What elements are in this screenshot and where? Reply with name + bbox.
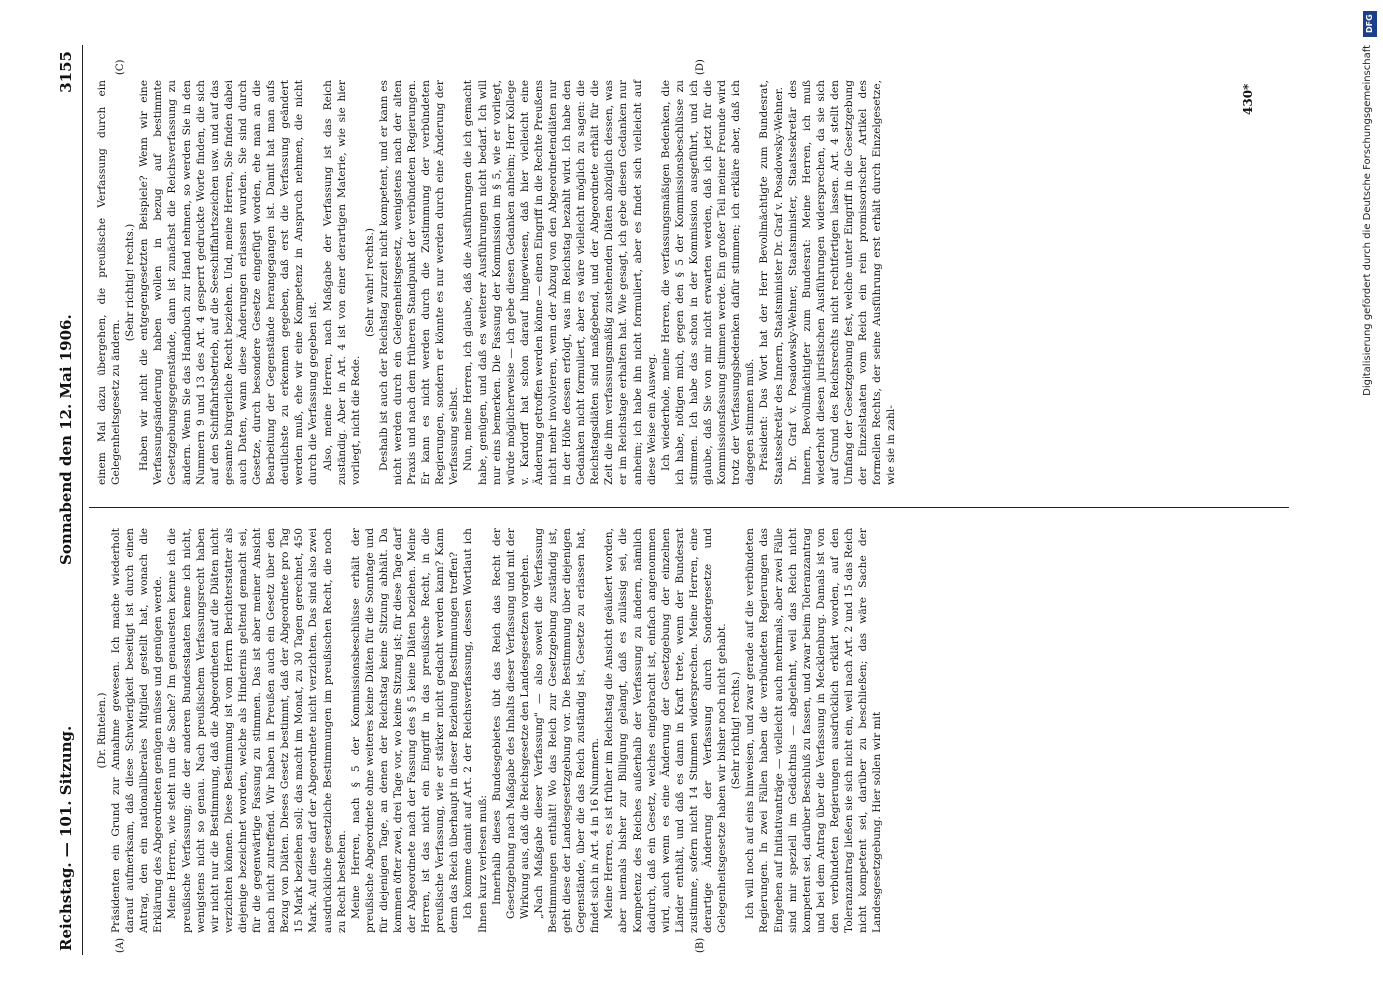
signature-mark: 430* bbox=[1241, 83, 1255, 115]
margin-letter-c: (C) bbox=[115, 59, 126, 75]
margin-letter-a: (A) bbox=[115, 937, 126, 953]
rotated-page bbox=[55, 45, 1295, 955]
speaker-reference: (Dr. Rintelen.) bbox=[96, 692, 108, 769]
paragraph: Präsidenten ein Grund zur Annahme gewesen. Ich mache wiederholt darauf aufmerksam, daß diese Schwierigkeit beseitigt ist durch einen Antrag, den ein nationalliberales Mitglied gestellt hat, wonach die Erklärung des Abgeordneten genügen müsse und genügen werde. bbox=[110, 528, 165, 933]
paragraph: Ich wiederhole, meine Herren, die verfassungsmäßigen Bedenken, die ich habe, nötigen mich, gegen den § 5 der Kommissionsbeschlüsse zu stimmen. Ich habe das schon in der Kommission ausgeführt, und ich glaube, daß Sie von mir nicht erwarten werden, daß ich jetzt für die Kommissionsfassung stimmen werde. Ein großer Teil meiner Freunde wird trotz der Verfassungsbedenken dafür stimmen; ich erkläre aber, daß ich dagegen stimmen muß. bbox=[659, 80, 757, 485]
paragraph: Meine Herren, nach § 5 der Kommissionsbeschlüsse erhält der preußische Abgeordnete ohne weiteres keine Diäten für die Sonntage und für diejenigen Tage, an denen der Reichstag keine Sitzung abhält. Da kommen öfter zwei, drei Tage vor, wo keine Sitzung ist; für diese Tage darf der Abgeordnete nach der Fassung des § 5 keine Diäten beziehen. Meine Herren, ist das nicht ein Eingriff in das preußische Recht, in die preußische Verfassung, wie er stärker nicht gedacht werden kann? Kann denn das Reich überhaupt in dieser Beziehung Bestimmungen treffen? bbox=[349, 528, 461, 933]
paragraph: Deshalb ist auch der Reichstag zurzeit nicht kompetent, und er kann es nicht werden durch ein Gelegenheitsgesetz, wenigstens nach der alten Praxis und nach dem früheren Standpunkt der verbündeten Regierungen. Er kann es nicht werden durch die Zustimmung der verbündeten Regierungen, sondern er könnte es nur werden durch eine Änderung der Verfassung selbst. bbox=[377, 80, 461, 485]
paragraph: Meine Herren, es ist früher im Reichstag die Ansicht geäußert worden, aber niemals bisher zur Billigung gelangt, daß es zulässig sei, die Kompetenz des Reiches außerhalb der Verfassung zu ändern, nämlich dadurch, daß ein Gesetz, welches eingebracht ist, einfach angenommen wird, auch wenn es eine Änderung der Gesetzgebung der einzelnen Länder enthält, und daß es dann in Kraft trete, wenn der Bundesrat zustimme, sofern nicht 14 Stimmen widersprechen. Meine Herren, eine derartige Änderung der Verfassung durch Sondergesetze und Gelegenheitsgesetze haben wir bisher noch nicht gehabt. bbox=[603, 528, 729, 933]
paragraph: Dr. Graf v. Posadowsky-Wehner, Staatsminister, Staatssekretär des Innern, Bevollmächtigter zum Bundesrat: Meine Herren, ich muß wiederholt diesen juristischen Ausführungen widersprechen, da sie sich auf Grund des Reichsrechts nicht rechtfertigen lassen. Art. 4 stellt den Umfang der Gesetzgebung fest, welche unter Eingriff in die Gesetzgebung der Einzelstaaten vom Reich ein rein promissorischer Artikel des formellen Rechts, der seine Ausführung erst erhält durch Einzelgesetze, wie sie in zahl- bbox=[786, 80, 898, 485]
page-number: 3155 bbox=[57, 51, 75, 93]
paragraph: Haben wir nicht die entgegengesetzten Beispiele? Wenn wir eine Verfassungsänderung haben wollen in bezug auf bestimmte Gesetzgebungsgegenstände, dann ist zunächst die Reichsverfassung zu ändern. Wenn Sie das Handbuch zur Hand nehmen, so werden Sie in den Nummern 9 und 13 des Art. 4 gesperrt gedruckte Worte finden, die sich auf den Schiffahrtsbetrieb, auf die Seeschiffahrtszeichen usw. und auf das gesamte bürgerliche Recht beziehen. Und, meine Herren, Sie finden dabei auch Daten, wann diese Änderungen erlassen wurden. Sie sind durch Gesetze, durch besondere Gesetze eingefügt worden, ehe man an die Bearbeitung der Gegenstände herangegangen ist. Damit hat man aufs deutlichste zu erkennen gegeben, daß erst die Verfassung geändert werden muß, ehe wir eine Kompetenz in Anspruch nehmen, die nicht durch die Verfassung gegeben ist. bbox=[138, 80, 320, 485]
paragraph: Nun, meine Herren, ich glaube, daß die Ausführungen die ich gemacht habe, genügen, und daß es weiterer Ausführungen nicht bedarf. Ich will nur eins bemerken. Die Fassung der Kommission im § 5, wie er vorliegt, würde möglicherweise — ich gebe diesen Gedanken anheim; Herr Kollege v. Kardorff hat schon darauf hingewiesen, daß hier vielleicht eine Änderung getroffen werden könne — einen Eingriff in die Rechte Preußens nicht mehr involvieren, wenn der Abzug von den Abgeordnetendiäten nur in der Höhe dessen erfolgt, was im Reichstag bezahlt wird. Ich habe den Gedanken nicht formuliert, aber es wäre vielleicht möglich zu sagen: die Reichstagsdiäten sind maßgebend, und der Abgeordnete erhält für die Zeit die ihm verfassungsmäßig zustehenden Diäten abzüglich dessen, was er im Reichstage erhalten hat. Wie gesagt, ich gebe diesen Gedanken nur anheim; ich habe ihn nicht formuliert, aber es findet sich vielleicht auf diese Weise ein Ausweg. bbox=[462, 80, 658, 485]
left-column bbox=[95, 528, 884, 933]
paragraph: Ich komme damit auf Art. 2 der Reichsverfassung, dessen Wortlaut ich Ihnen kurz verlesen muß: bbox=[462, 528, 489, 933]
president-statement: Präsident: Das Wort hat der Herr Bevollmächtigte zum Bundesrat, Staatssekretär des Innern, Staatsminister Dr. Graf v. Posadowsky-Wehner. bbox=[758, 80, 785, 485]
header-rule bbox=[82, 45, 83, 955]
paragraph: Also, meine Herren, nach Maßgabe der Verfassung ist das Reich zuständig. Aber in Art. 4 ist von einer derartigen Materie, wie sie hier vorliegt, nicht die Rede. bbox=[321, 80, 362, 485]
margin-letter-d: (D) bbox=[695, 59, 706, 75]
header-left: Reichstag. — 101. Sitzung. bbox=[57, 725, 75, 951]
interjection: (Sehr richtig! rechts.) bbox=[730, 671, 743, 790]
dfg-logo: DFG bbox=[1363, 11, 1377, 37]
paragraph: einem Mal dazu übergehen, die preußische Verfassung durch ein Gelegenheitsgesetz zu ändern. bbox=[96, 80, 123, 485]
interjection: (Sehr wahr! rechts.) bbox=[363, 227, 376, 338]
running-header bbox=[55, 45, 81, 955]
right-column bbox=[95, 80, 898, 485]
header-date: Sonnabend den 12. Mai 1906. bbox=[57, 314, 75, 565]
margin-letter-b: (B) bbox=[695, 937, 706, 953]
interjection: (Sehr richtig! rechts.) bbox=[124, 223, 137, 342]
column-divider bbox=[89, 507, 1289, 508]
digitization-strip bbox=[1360, 5, 1383, 995]
funding-note: Digitalisierung gefördert durch die Deutsche Forschungsgemeinschaft bbox=[1362, 45, 1373, 396]
paragraph: Ich will noch auf eins hinweisen, und zwar gerade auf die verbündeten Regierungen. In zwei Fällen haben die verbündeten Regierungen das Eingehen auf Initiativanträge — vielleicht auch mehrmals, aber zwei Fälle sind mir speziell im Gedächtnis — abgelehnt, weil das Reich nicht kompetent sei, darüber Beschluß zu fassen, und zwar beim Toleranzantrag und bei dem Antrag über die Verfassung in Mecklenburg. Damals ist von den verbündeten Regierungen ausdrücklich erklärt worden, auf den Toleranzantrag ließen sie sich nicht ein, weil nach Art. 2 und 15 das Reich nicht kompetent sei, darüber zu beschließen; das wäre Sache der Landesgesetzgebung. Hier sollen wir mit bbox=[744, 528, 884, 933]
paragraph: Meine Herren, wie steht nun die Sache? Im genauesten kenne ich die preußische Verfassung; die der anderen Bundesstaaten kenne ich nicht, wenigstens nicht so genau. Nach preußischem Verfassungsrecht haben wir nicht nur die Bestimmung, daß die Abgeordneten auf die Diäten nicht verzichten können. Diese Bestimmung ist vom Herrn Berichterstatter als diejenige bezeichnet worden, welche als Hindernis geltend gemacht sei, für die gegenwärtige Fassung zu stimmen. Das ist aber meiner Ansicht nach nicht zutreffend. Wir haben in Preußen auch ein Gesetz über den Bezug von Diäten. Dieses Gesetz bestimmt, daß der Abgeordnete pro Tag 15 Mark beziehen soll; das macht im Monat, zu 30 Tagen gerechnet, 450 Mark. Auf diese darf der Abgeordnete nicht verzichten. Das sind also zwei ausdrückliche gesetzliche Bestimmungen im preußischen Recht, die noch zu Recht bestehen. bbox=[166, 528, 348, 933]
quotation: Innerhalb dieses Bundesgebietes übt das Reich das Recht der Gesetzgebung nach Maßgabe des Inhalts dieser Verfassung und mit der Wirkung aus, daß die Reichsgesetze den Landesgesetzen vorgehen. bbox=[490, 528, 531, 919]
paragraph: „Nach Maßgabe dieser Verfassung" — also soweit die Verfassung Bestimmungen enthält! Wo das Reich zur Gesetzgebung zuständig ist, geht diese der Landesgesetzgebung vor. Die Bestimmung über diejenigen Gegenstände, über die das Reich zuständig ist, Gesetze zu erlassen hat, findet sich in Art. 4 in 16 Nummern. bbox=[532, 528, 602, 933]
